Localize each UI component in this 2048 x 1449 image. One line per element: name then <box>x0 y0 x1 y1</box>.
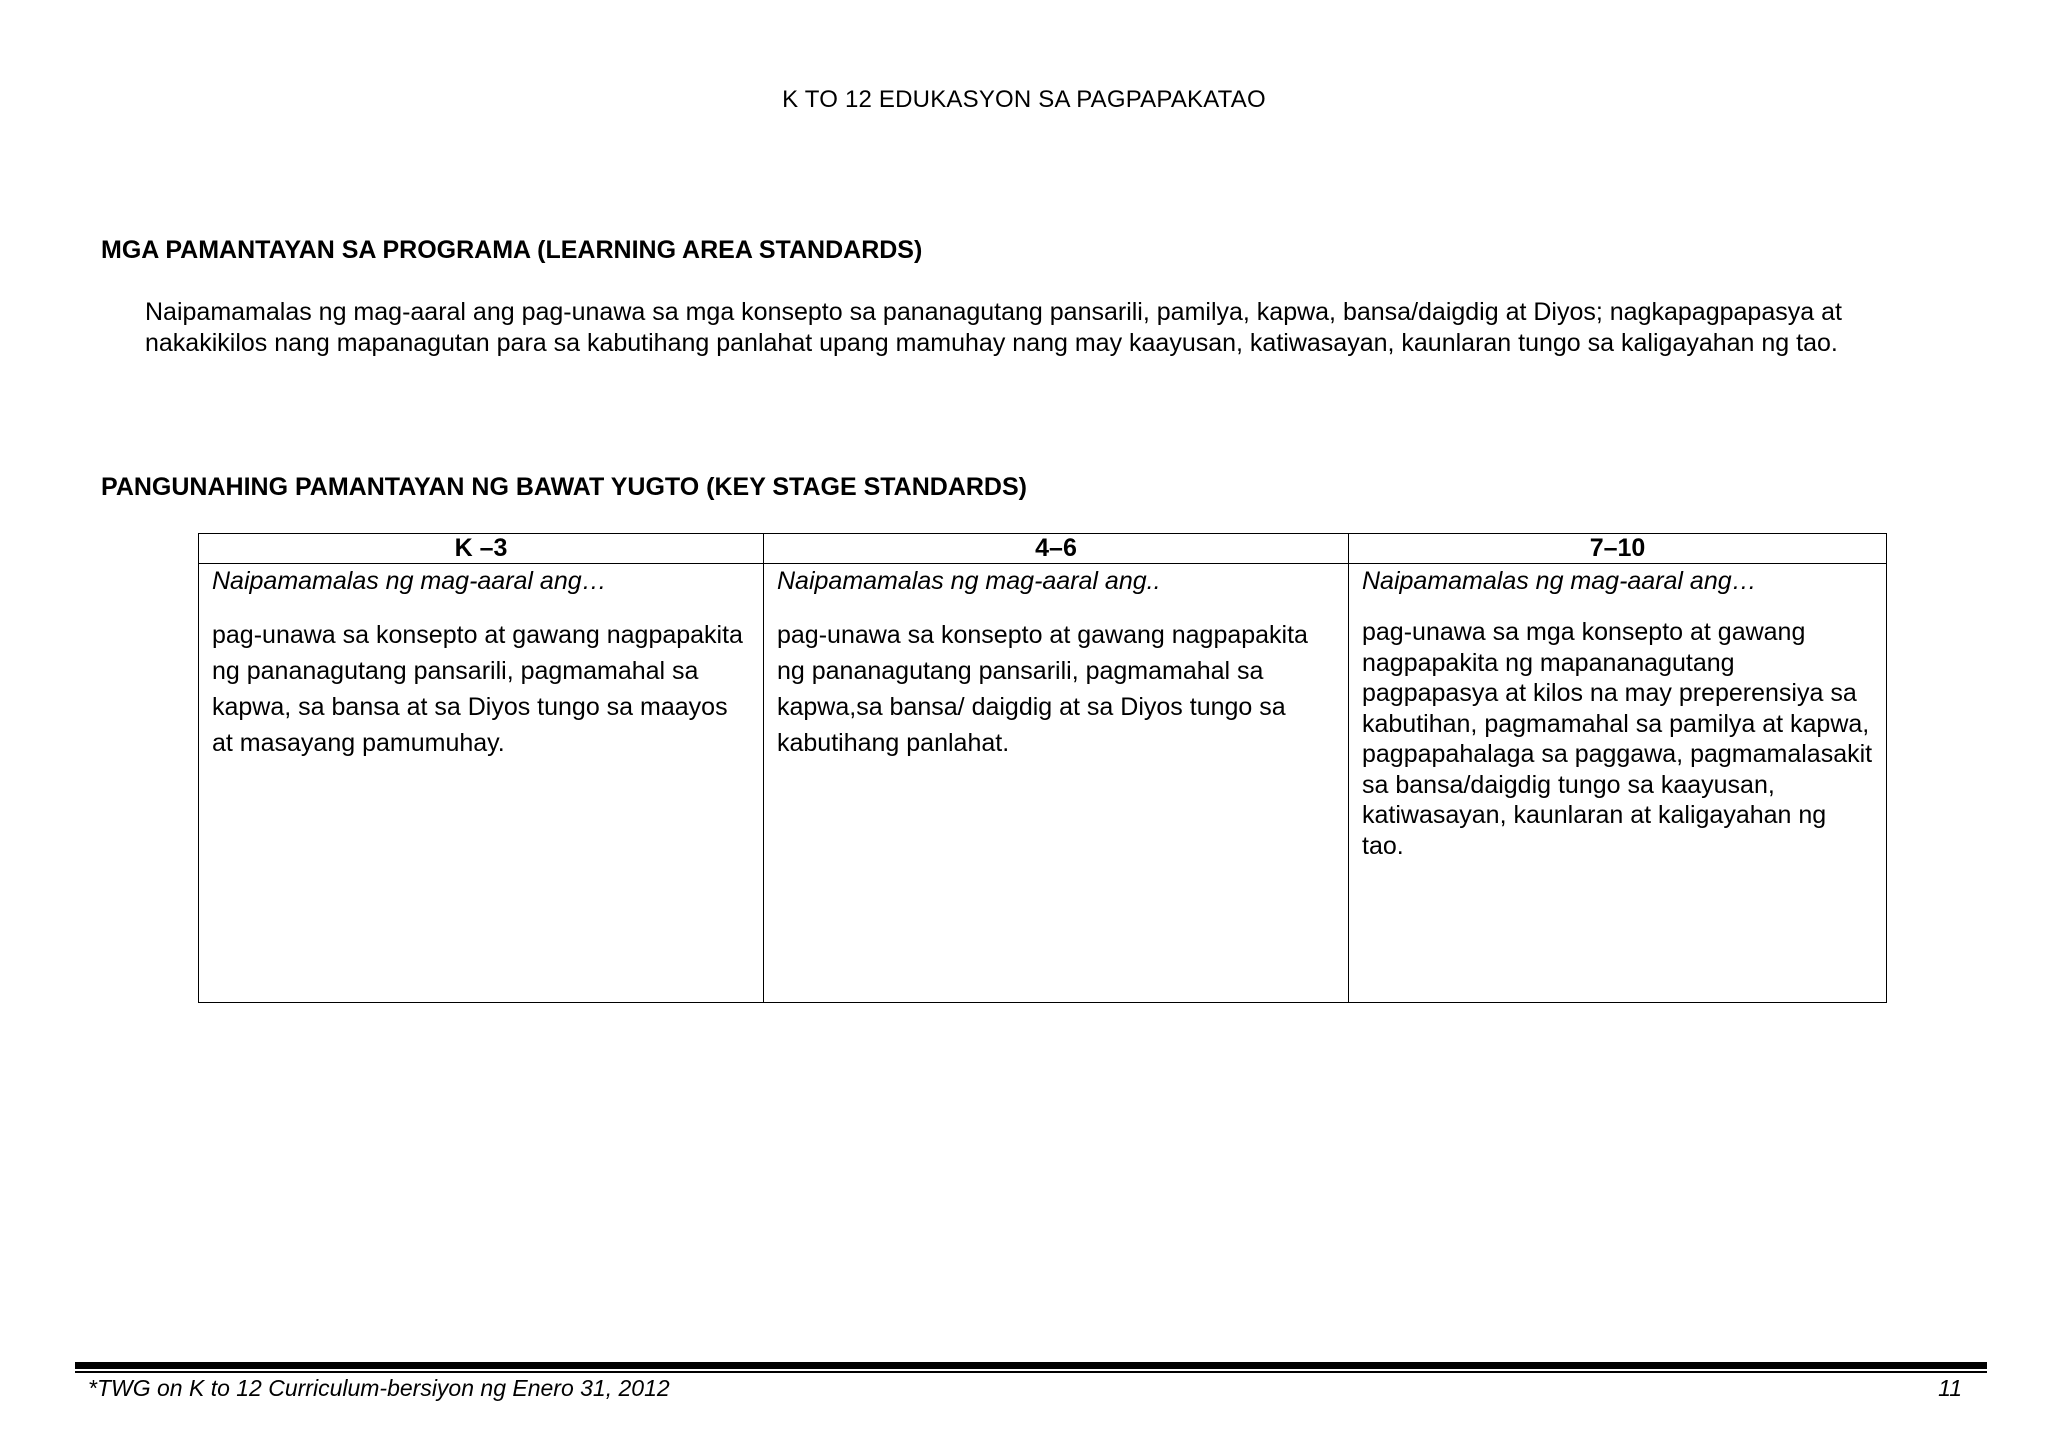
column-header-7-10: 7–10 <box>1349 534 1887 564</box>
cell-4-6 <box>764 564 1349 1003</box>
footer-note: *TWG on K to 12 Curriculum-bersiyon ng Enero 31, 2012 <box>88 1375 670 1401</box>
cell-intro: Naipamamalas ng mag-aaral ang… <box>212 567 607 595</box>
key-stage-table <box>198 533 1887 1003</box>
footer-rule <box>75 1362 1987 1369</box>
learning-area-paragraph: Naipamamalas ng mag-aaral ang pag-unawa sa mga konsepto sa pananagutang pansarili, pamilya, kapwa, bansa/daigdig at Diyos; nagkapagpapasya at nakakikilos nang mapanagutan para sa kabutihang panlahat upang mamuhay nang may kaayusan, katiwasayan, kaunlaran tungo sa kaligayahan ng tao. <box>145 298 1842 357</box>
page-number: 11 <box>1938 1375 1962 1401</box>
cell-k-3 <box>199 564 764 1003</box>
key-stage-heading: PANGUNAHING PAMANTAYAN NG BAWAT YUGTO (KEY STAGE STANDARDS) <box>101 473 1027 501</box>
column-header-k-3: K –3 <box>199 534 764 564</box>
cell-body: pag-unawa sa konsepto at gawang nagpapakita ng pananagutang pansarili, pagmamahal sa kapwa,sa bansa/ daigdig at sa Diyos tungo sa kabutihang panlahat. <box>777 621 1308 757</box>
cell-7-10 <box>1349 564 1887 1003</box>
running-header: K TO 12 EDUKASYON SA PAGPAPAKATAO <box>782 86 1266 113</box>
cell-body: pag-unawa sa mga konsepto at gawang nagpapakita ng mapananagutang pagpapasya at kilos na may preperensiya sa kabutihan, pagmamahal sa pamilya at kapwa, pagpapahalaga sa paggawa, pagmamalasakit sa bansa/daigdig tungo sa kaayusan, katiwasayan, kaunlaran at kaligayahan ng tao. <box>1362 618 1873 860</box>
learning-area-heading: MGA PAMANTAYAN SA PROGRAMA (LEARNING AREA STANDARDS) <box>101 236 923 264</box>
table-row <box>199 564 1887 1003</box>
footer-rule-thin <box>75 1371 1987 1373</box>
column-header-4-6: 4–6 <box>764 534 1349 564</box>
cell-intro: Naipamamalas ng mag-aaral ang… <box>1362 567 1757 595</box>
cell-intro: Naipamamalas ng mag-aaral ang.. <box>777 567 1161 595</box>
table-header-row <box>199 534 1887 564</box>
cell-body: pag-unawa sa konsepto at gawang nagpapakita ng pananagutang pansarili, pagmamahal sa kapwa, sa bansa at sa Diyos tungo sa maayos at masayang pamumuhay. <box>212 621 743 757</box>
